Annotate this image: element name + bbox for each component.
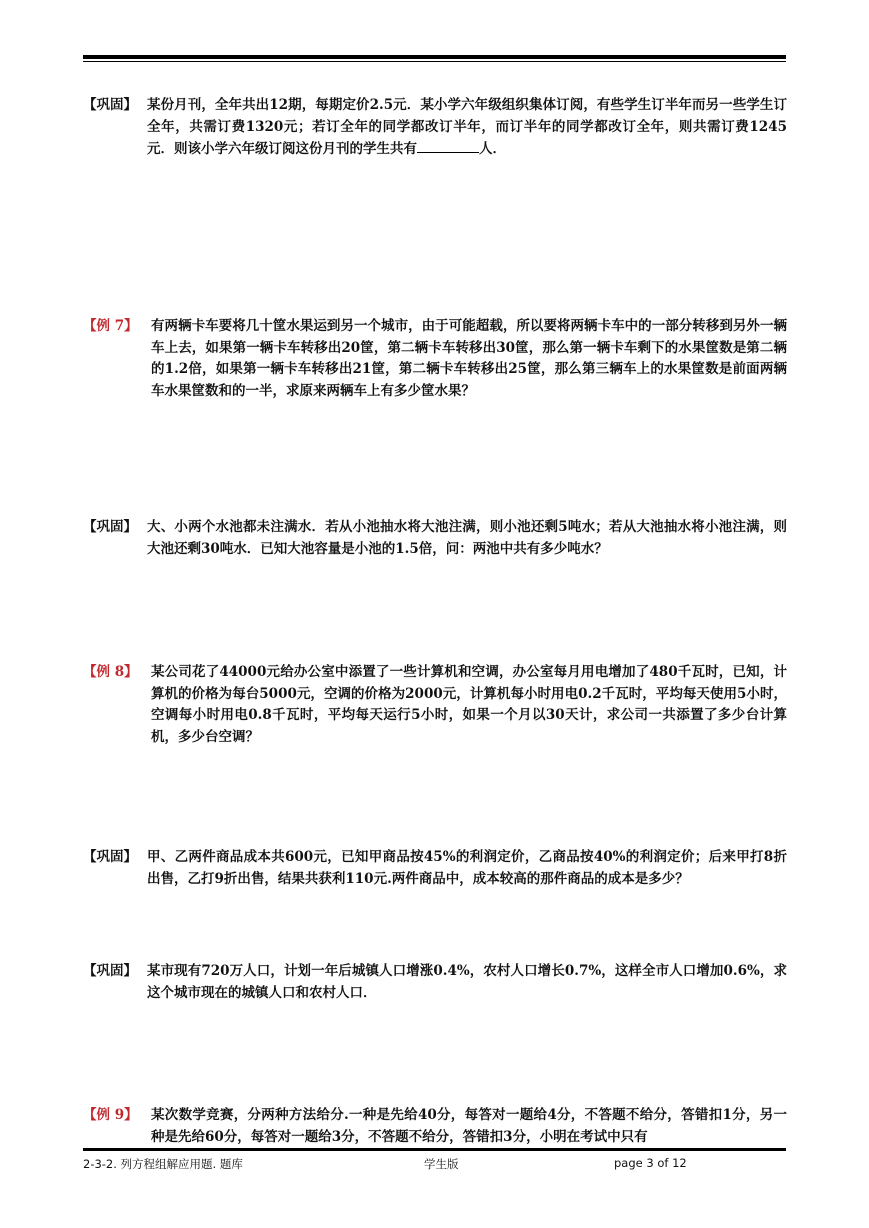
problem-tag: 【巩固】 — [83, 849, 137, 865]
problem-example-8 — [83, 662, 787, 748]
footer-page-number: page 3 of 12 — [614, 1156, 687, 1170]
problem-tag: 【例 8】 — [83, 664, 138, 680]
problem-gonggu-1 — [83, 95, 787, 161]
problem-text: 某份月刊，全年共出12期，每期定价2.5元．某小学六年级组织集体订阅，有些学生订半年而另一些学生订全年，共需订费1320元；若订全年的同学都改订半年，而订半年的同学都改订全年，则共需订费1245元．则该小学六年级订阅这份月刊的学生共有 人． — [147, 97, 787, 157]
problem-tag: 【例 9】 — [83, 1107, 138, 1123]
footer-center: 学生版 — [424, 1157, 459, 1171]
problem-gonggu-4 — [83, 961, 787, 1004]
problem-text: 有两辆卡车要将几十筐水果运到另一个城市，由于可能超载，所以要将两辆卡车中的一部分转移到另外一辆车上去，如果第一辆卡车转移出20筐，第二辆卡车转移出30筐，那么第一辆卡车剩下的水果筐数是第二辆的1.2倍，如果第一辆卡车转移出21筐，第二辆卡车转移出25筐，那么第三辆车上的水果筐数是前面两辆车水果筐数和的一半，求原来两辆车上有多少筐水果？ — [151, 318, 787, 399]
answer-blank[interactable] — [417, 138, 479, 153]
problem-text: 甲、乙两件商品成本共600元，已知甲商品按45%的利润定价，乙商品按40%的利润定价；后来甲打8折出售，乙打9折出售，结果共获利110元.两件商品中，成本较高的那件商品的成本是多少？ — [147, 849, 787, 887]
problem-gonggu-3 — [83, 847, 787, 890]
problem-tag: 【巩固】 — [83, 97, 137, 113]
problem-tag: 【巩固】 — [83, 963, 137, 979]
problem-text: 大、小两个水池都未注满水．若从小池抽水将大池注满，则小池还剩5吨水；若从大池抽水将小池注满，则大池还剩30吨水．已知大池容量是小池的1.5倍，问：两池中共有多少吨水？ — [147, 519, 787, 557]
problem-text: 某公司花了44000元给办公室中添置了一些计算机和空调，办公室每月用电增加了480千瓦时，已知，计算机的价格为每台5000元，空调的价格为2000元，计算机每小时用电0.2千瓦时，平均每天使用5小时，空调每小时用电0.8千瓦时，平均每天运行5小时，如果一个月以30天计，求公司一共添置了多少台计算机，多少台空调？ — [151, 664, 787, 745]
header-rule-thin — [83, 61, 786, 62]
footer-rule — [83, 1148, 786, 1151]
problem-tag: 【例 7】 — [83, 318, 138, 334]
problem-tag: 【巩固】 — [83, 519, 137, 535]
problem-example-7 — [83, 316, 787, 402]
problem-gonggu-2 — [83, 517, 787, 560]
footer-left: 2-3-2. 列方程组解应用题. 题库 — [83, 1157, 243, 1171]
header-rule-thick — [83, 55, 786, 59]
problem-text: 某次数学竞赛，分两种方法给分.一种是先给40分，每答对一题给4分，不答题不给分，答错扣1分，另一种是先给60分，每答对一题给3分，不答题不给分，答错扣3分，小明在考试中只有 — [151, 1107, 787, 1145]
problem-example-9 — [83, 1105, 787, 1148]
problem-text: 某市现有720万人口，计划一年后城镇人口增涨0.4%，农村人口增长0.7%，这样全市人口增加0.6%，求这个城市现在的城镇人口和农村人口． — [147, 963, 787, 1001]
